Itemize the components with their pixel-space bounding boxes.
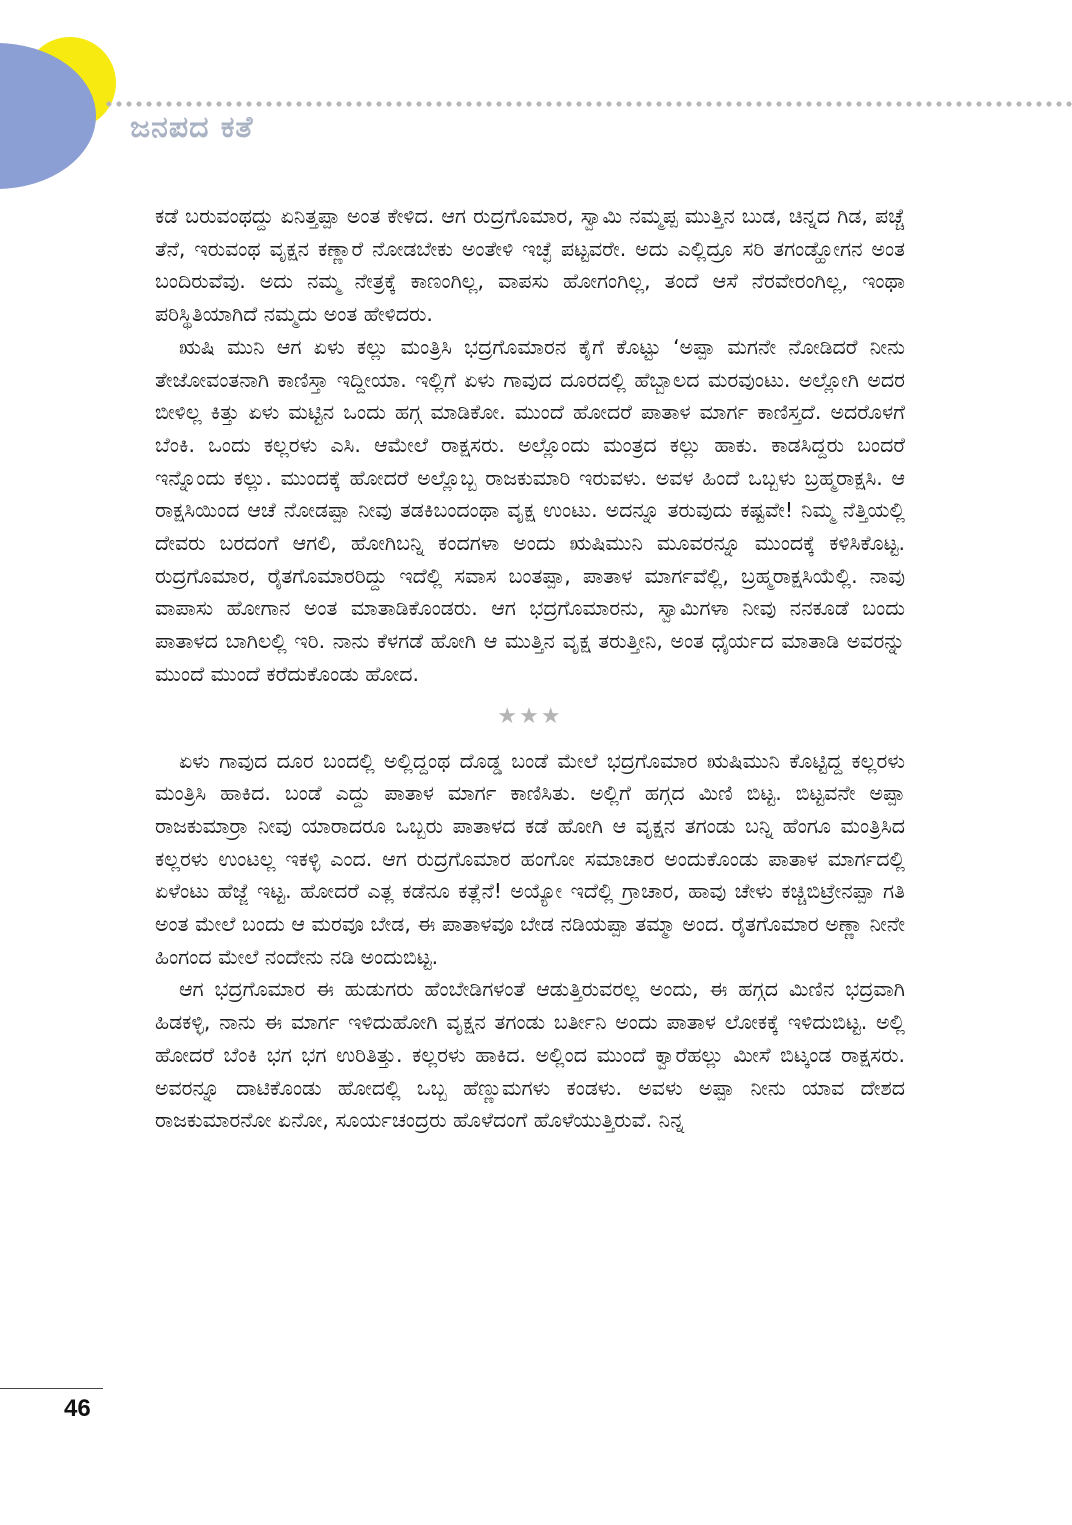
section-separator: ★★★ xyxy=(497,703,563,729)
page-number: 46 xyxy=(64,1395,91,1422)
section-title: ಜನಪದ ಕತೆ xyxy=(130,110,254,145)
dotted-header-rule xyxy=(104,100,1072,108)
page-number-rule xyxy=(0,1388,103,1389)
paragraph-1: ಕಡೆ ಬರುವಂಥದ್ದು ಏನಿತ್ತಪ್ಪಾ ಅಂತ ಕೇಳಿದ. ಆಗ ರುದ್ರಗೊಮಾರ, ಸ್ವಾಮಿ ನಮ್ಮಪ್ಪ ಮುತ್ತಿನ ಬುಡ, ಚಿನ್ನದ ಗಿಡ, ಪಚ್ಚೆ ತೆನೆ, ಇರುವಂಥ ವೃಕ್ಷನ ಕಣ್ಣಾರೆ ನೋಡಬೇಕು ಅಂತೇಳಿ ಇಚ್ಛೆ ಪಟ್ಟವರೇ. ಅದು ಎಲ್ಲಿದ್ರೂ ಸರಿ ತಗಂಡ್ಹೋಗನ ಅಂತ ಬಂದಿರುವೆವು. ಅದು ನಮ್ಮ ನೇತ್ರಕ್ಕೆ ಕಾಣಂಗಿಲ್ಲ, ವಾಪಸು ಹೋಗಂಗಿಲ್ಲ, ತಂದೆ ಆಸೆ ನೆರವೇರಂಗಿಲ್ಲ, ಇಂಥಾ ಪರಿಸ್ಥಿತಿಯಾಗಿದೆ ನಮ್ಮದು ಅಂತ ಹೇಳಿದರು. xyxy=(155,204,905,327)
paragraph-3: ಏಳು ಗಾವುದ ದೂರ ಬಂದಲ್ಲಿ ಅಲ್ಲಿದ್ದಂಥ ದೊಡ್ಡ ಬಂಡೆ ಮೇಲೆ ಭದ್ರಗೊಮಾರ ಋಷಿಮುನಿ ಕೊಟ್ಟಿದ್ದ ಕಲ್ಲರಳು ಮಂತ್ರಿಸಿ ಹಾಕಿದ. ಬಂಡೆ ಎದ್ದು ಪಾತಾಳ ಮಾರ್ಗ ಕಾಣಿಸಿತು. ಅಲ್ಲಿಗೆ ಹಗ್ಗದ ಮಿಣಿ ಬಿಟ್ಟ. ಬಿಟ್ಟವನೇ ಅಪ್ಪಾ ರಾಜಕುಮಾರ್ರಾ ನೀವು ಯಾರಾದರೂ ಒಬ್ಬರು ಪಾತಾಳದ ಕಡೆ ಹೋಗಿ ಆ ವೃಕ್ಷನ ತಗಂಡು ಬನ್ನಿ ಹೆಂಗೂ ಮಂತ್ರಿಸಿದ ಕಲ್ಲರಳು ಉಂಟಲ್ಲ ಇಕಳ್ಳಿ ಎಂದ. ಆಗ ರುದ್ರಗೊಮಾರ ಹಂಗೋ ಸಮಾಚಾರ ಅಂದುಕೊಂಡು ಪಾತಾಳ ಮಾರ್ಗದಲ್ಲಿ ಏಳೆಂಟು ಹೆಜ್ಜೆ ಇಟ್ಟ. ಹೋದರೆ ಎತ್ಲ ಕಡೆನೂ ಕತ್ಲೆನೆ! ಅಯ್ಯೋ ಇದೆಲ್ಲಿ ಗ್ರಾಚಾರ, ಹಾವು ಚೇಳು ಕಚ್ಚಿಬಿಟ್ರೇನಪ್ಪಾ ಗತಿ ಅಂತ ಮೇಲೆ ಬಂದು ಆ ಮರವೂ ಬೇಡ, ಈ ಪಾತಾಳವೂ ಬೇಡ ನಡಿಯಪ್ಪಾ ತಮ್ಮಾ ಅಂದ. ರೈತಗೊಮಾರ ಅಣ್ಣಾ ನೀನೇ ಹಿಂಗಂದ ಮೇಲೆ ನಂದೇನು ನಡಿ ಅಂದುಬಿಟ್ಟ. xyxy=(155,748,905,969)
paragraph-4: ಆಗ ಭದ್ರಗೊಮಾರ ಈ ಹುಡುಗರು ಹೆಂಬೇಡಿಗಳಂತೆ ಆಡುತ್ತಿರುವರಲ್ಲ ಅಂದು, ಈ ಹಗ್ಗದ ಮಿಣಿನ ಭದ್ರವಾಗಿ ಹಿಡಕಳ್ಳಿ, ನಾನು ಈ ಮಾರ್ಗ ಇಳಿದುಹೋಗಿ ವೃಕ್ಷನ ತಗಂಡು ಬರ್ತೀನಿ ಅಂದು ಪಾತಾಳ ಲೋಕಕ್ಕೆ ಇಳಿದುಬಿಟ್ಟ. ಅಲ್ಲಿ ಹೋದರೆ ಬೆಂಕಿ ಭಗ ಭಗ ಉರಿತಿತ್ತು. ಕಲ್ಲರಳು ಹಾಕಿದ. ಅಲ್ಲಿಂದ ಮುಂದೆ ಕ್ವಾರೆಹಲ್ಲು ಮೀಸೆ ಬಿಟ್ಕಂಡ ರಾಕ್ಷಸರು. ಅವರನ್ನೂ ದಾಟಿಕೊಂಡು ಹೋದಲ್ಲಿ ಒಬ್ಬ ಹೆಣ್ಣುಮಗಳು ಕಂಡಳು. ಅವಳು ಅಪ್ಪಾ ನೀನು ಯಾವ ದೇಶದ ರಾಜಕುಮಾರನೋ ಏನೋ, ಸೂರ್ಯಚಂದ್ರರು ಹೊಳೆದಂಗೆ ಹೊಳೆಯುತ್ತಿರುವೆ. ನಿನ್ನ xyxy=(155,977,905,1133)
paragraph-2: ಋಷಿ ಮುನಿ ಆಗ ಏಳು ಕಲ್ಲು ಮಂತ್ರಿಸಿ ಭದ್ರಗೊಮಾರನ ಕೈಗೆ ಕೊಟ್ಟು ‘ಅಪ್ಪಾ ಮಗನೇ ನೋಡಿದರೆ ನೀನು ತೇಜೋವಂತನಾಗಿ ಕಾಣಿಸ್ತಾ ಇದ್ದೀಯಾ. ಇಲ್ಲಿಗೆ ಏಳು ಗಾವುದ ದೂರದಲ್ಲಿ ಹೆಬ್ಬಾಲದ ಮರವುಂಟು. ಅಲ್ಲೋಗಿ ಅದರ ಬೀಳಿಲ್ಲ ಕಿತ್ತು ಏಳು ಮಟ್ಟಿನ ಒಂದು ಹಗ್ಗ ಮಾಡಿಕೋ. ಮುಂದೆ ಹೋದರೆ ಪಾತಾಳ ಮಾರ್ಗ ಕಾಣಿಸ್ತದೆ. ಅದರೊಳಗೆ ಬೆಂಕಿ. ಒಂದು ಕಲ್ಲರಳು ಎಸಿ. ಆಮೇಲೆ ರಾಕ್ಷಸರು. ಅಲ್ಲೊಂದು ಮಂತ್ರದ ಕಲ್ಲು ಹಾಕು. ಕಾಡಸಿದ್ದರು ಬಂದರೆ ಇನ್ನೊಂದು ಕಲ್ಲು. ಮುಂದಕ್ಕೆ ಹೋದರೆ ಅಲ್ಲೊಬ್ಬ ರಾಜಕುಮಾರಿ ಇರುವಳು. ಅವಳ ಹಿಂದೆ ಒಬ್ಬಳು ಬ್ರಹ್ಮರಾಕ್ಷಸಿ. ಆ ರಾಕ್ಷಸಿಯಿಂದ ಆಚೆ ನೋಡಪ್ಪಾ ನೀವು ತಡಕಿಬಂದಂಥಾ ವೃಕ್ಷ ಉಂಟು. ಅದನ್ನೂ ತರುವುದು ಕಷ್ಟವೇ! ನಿಮ್ಮ ನೆತ್ತಿಯಲ್ಲಿ ದೇವರು ಬರದಂಗೆ ಆಗಲಿ, ಹೋಗಿಬನ್ನಿ ಕಂದಗಳಾ ಅಂದು ಋಷಿಮುನಿ ಮೂವರನ್ನೂ ಮುಂದಕ್ಕೆ ಕಳಿಸಿಕೊಟ್ಟ. ರುದ್ರಗೊಮಾರ, ರೈತಗೊಮಾರರಿದ್ದು ಇದೆಲ್ಲಿ ಸವಾಸ ಬಂತಪ್ಪಾ, ಪಾತಾಳ ಮಾರ್ಗವೆಲ್ಲಿ, ಬ್ರಹ್ಮರಾಕ್ಷಸಿಯೆಲ್ಲಿ. ನಾವು ವಾಪಾಸು ಹೋಗಾನ ಅಂತ ಮಾತಾಡಿಕೊಂಡರು. ಆಗ ಭದ್ರಗೊಮಾರನು, ಸ್ವಾಮಿಗಳಾ ನೀವು ನನಕೂಡೆ ಬಂದು ಪಾತಾಳದ ಬಾಗಿಲಲ್ಲಿ ಇರಿ. ನಾನು ಕೆಳಗಡೆ ಹೋಗಿ ಆ ಮುತ್ತಿನ ವೃಕ್ಷ ತರುತ್ತೀನಿ, ಅಂತ ಧೈರ್ಯದ ಮಾತಾಡಿ ಅವರನ್ನು ಮುಂದೆ ಮುಂದೆ ಕರೆದುಕೊಂಡು ಹೋದ. xyxy=(155,334,905,686)
story-text xyxy=(155,200,905,1137)
